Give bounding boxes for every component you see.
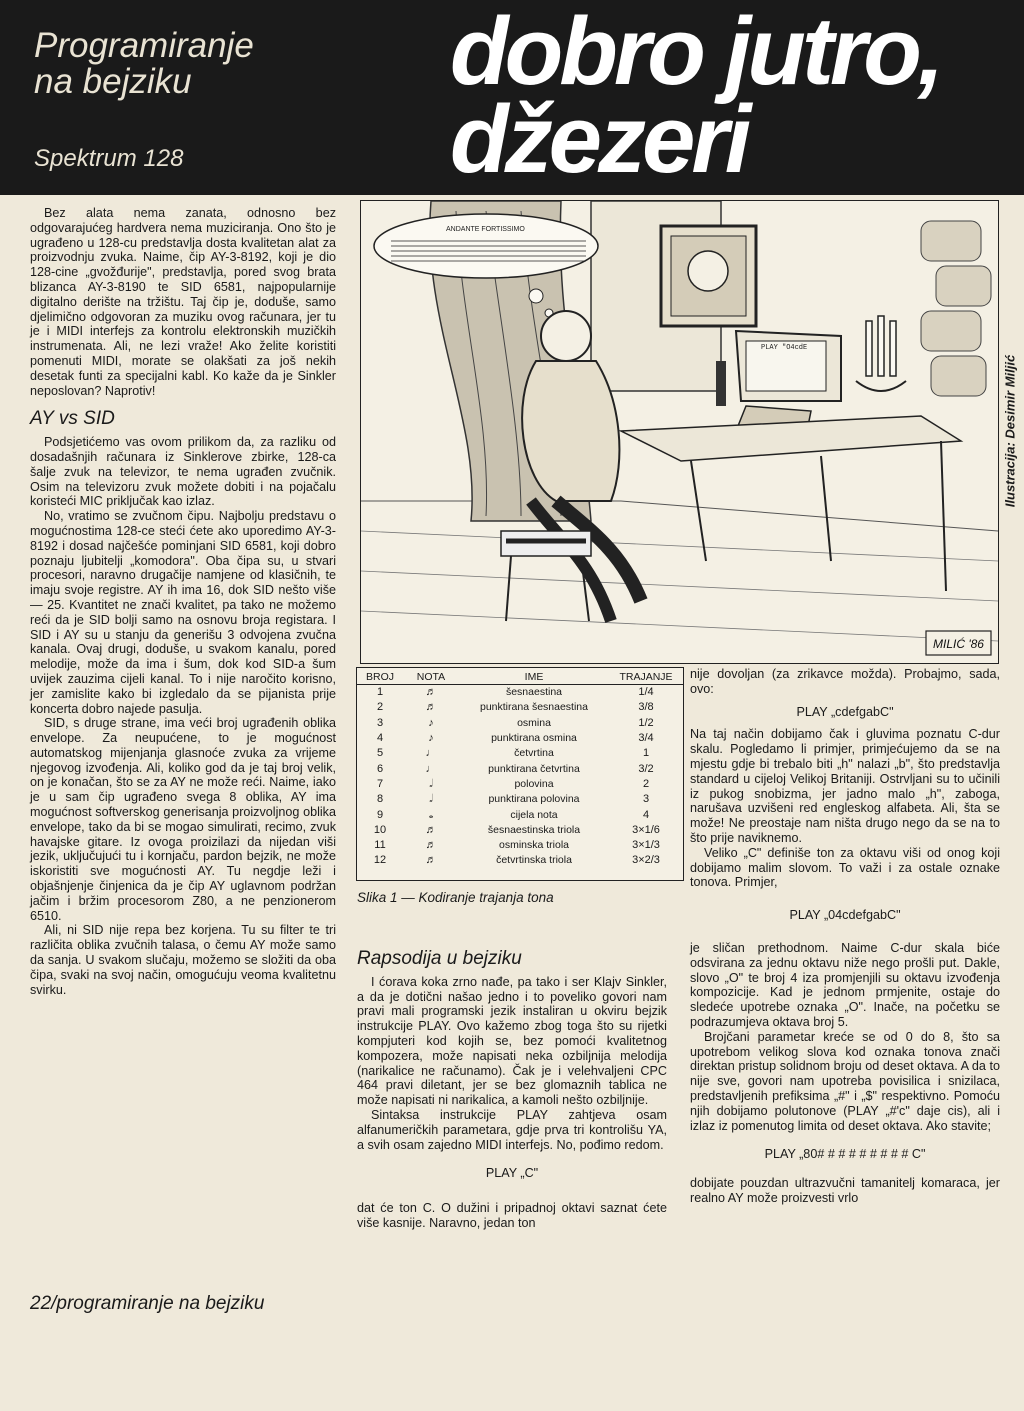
header-nota: NOTA (403, 668, 459, 685)
row-number: 3 (376, 716, 384, 729)
note-duration: 3 (642, 793, 650, 806)
table-row (357, 777, 683, 792)
kicker-line-2: na bejziku (34, 62, 192, 101)
note-name: osminska triola (498, 839, 570, 852)
note-symbol-icon: ♬ (425, 701, 437, 714)
note-name: punktirana šesnaestina (480, 701, 588, 714)
paragraph: Sintaksa instrukcije PLAY zahtjeva osam alfanumeričkih parametara, gdje prva tri kontrolišu YA, a svih osam zajedno MIDI interfejs. No, pođimo redom. (357, 1107, 667, 1152)
note-name: šesnaestinska triola (487, 823, 581, 836)
note-duration: 1/2 (638, 716, 654, 729)
paragraph: SID, s druge strane, ima veći broj ugrađenih oblika envelope. Za neupućene, to je mogućnost automatskog mijenjanja glasnoće zvuka za vrijeme njegovog izvođenja. Ali, koliko god da je taj broj velik, on je konačan, što se za AY ne može reći. Naime, iako je u sam čip ugrađeno svega 8 oblika, AY ima mogućnost softverskog generisanja proizvoljnog oblika envelope, tako da bi se mogao simulirati, recimo, zvuk havajske gitare. Iz ovoga proizilazi da nijedan viši jezik, uključujući tu i kornjaču, pardon bejzik, ne može iskoristiti sve mogućnosti AY. Tu negdje leži i objašnjenje činjenica da je čip AY uglavnom podržan jačim i bržim procesorom Z80, a ne penzionerom 6510. (30, 716, 336, 923)
page-footer: 22/programiranje na bejziku (30, 1293, 265, 1314)
paragraph: dat će ton C. O dužini i pripadnoj oktavi saznat ćete više kasnije. Naravno, jedan ton (357, 1201, 667, 1230)
duration-table (357, 668, 683, 869)
code-example: PLAY „cdefgabC" (796, 704, 894, 719)
subheading-ay-vs-sid: AY vs SID (30, 408, 115, 430)
note-symbol-icon: ♬ (425, 823, 437, 836)
note-symbol-icon: ♬ (425, 839, 437, 852)
article-header (0, 0, 1024, 195)
table-row (357, 823, 683, 838)
subheading-rapsodija: Rapsodija u bejziku (357, 948, 522, 969)
paragraph: Bez alata nema zanata, odnosno bez odgovarajućeg hardvera nema muziciranja. Ono što je ugrađeno u 128-cu predstavlja dosta kvalitetan alat za proizvodnju zvuka. Naime, čip AY-3-8192, koji je dio 128-cine „gvožđurije", predstavlja, pored svog brata blizanca AY-3-8190 te SID 6581, najpopularnije digitalno derište na tržištu. Taj čip je, doduše, samo djelimično odgovoran za muziku ovog računara, jer tu je i MIDI interfejs za kontrolu elektronskih muzičkih instrumenata. Ali, ne lezi vraže! Ako želite koristiti pomenuti MIDI, morate se olakšati za još nekih desetak funti za specijalni kabl. Ko kaže da je Sinkler neposlovan? Naprotiv! (30, 206, 336, 398)
note-duration: 4 (642, 808, 650, 821)
paragraph: Ali, ni SID nije repa bez korjena. Tu su filter te tri različita oblika zvučnih talasa, o čemu AY može samo da sanja. U svakom slučaju, možemo se složiti da oba čipa, svaki na svoj način, omogućuju veoma kvalitetnu svirku. (30, 923, 336, 997)
figure-caption: Slika 1 — Kodiranje trajanja tona (357, 890, 554, 905)
paragraph: I ćorava koka zrno nađe, pa tako i ser Klajv Sinkler, a da je dotični našao jedno i to poveliko govori nam pravi mali programski jezik instaliran u okviru bejzik instrukcije PLAY. Ovo kažemo zbog toga što su rijetki kompjuteri kod kojih se, bez pomoći kvalitetnog kompozera, može napisati neka ozbiljnija melodija (narikalice ne računamo). Čak je i velehvaljeni CPC 464 pravi diletant, jer se bez glomaznih tablica ne može napisati ni narikalica, a kamoli nešto ozbiljnije. (357, 974, 667, 1108)
table-row (357, 838, 683, 853)
column-3 (690, 667, 1000, 1206)
table-header-row (357, 668, 683, 685)
table-row (357, 761, 683, 776)
note-name: punktirana polovina (488, 793, 580, 806)
note-symbol-icon: 𝅝 (428, 808, 434, 821)
paragraph: nije dovoljan (za zrikavce možda). Probajmo, sada, ovo: (690, 667, 1000, 696)
note-name: cijela nota (510, 808, 558, 821)
sheet-music-label: ANDANTE FORTISSIMO (446, 226, 525, 233)
note-name: polovina (514, 777, 554, 790)
note-symbol-icon: ♪ (428, 732, 434, 745)
paragraph: No, vratimo se zvučnom čipu. Najbolju predstavu o mogućnostima 128-ce steći ćete ako uporedimo AY-3-8192 i dosad najčešće pominjani SID 6581, koji dobro poznaju ljubitelji „komodora". Oba čipa su, u stvari procesori, naravno drugačije namjene od klasičnih, te imaju svoje registre. AY ih ima 16, dok SID nešto više — 25. Kvantitet ne znači kvalitet, pa tako ne možemo reći da je SID bolji samo na osnovu broja registara. I SID i AY su u stanju da generišu 3 odvojena zvučna kanala. Ovaj drugi, doduše, u svakom kanalu, pored melodije, može da ima i šum, dok kod SID-a šum uvijek zauzima cijeli kanal. To i nije naročito korisno, jer zamislite kako bi izgledalo da se pijanista prije koncerta dobro najede pasulja. (30, 509, 336, 716)
note-symbol-icon: 𝅗𝅥 (429, 777, 433, 790)
note-duration: 3×1/3 (632, 839, 660, 852)
table-row (357, 853, 683, 868)
section-kicker (34, 28, 254, 100)
note-name: četvrtina (514, 747, 554, 760)
illustration-drawing (361, 201, 998, 663)
note-symbol-icon: ♪ (428, 716, 434, 729)
note-duration: 2 (642, 777, 650, 790)
headline-line-2: džezeri (450, 86, 748, 193)
row-number: 1 (376, 686, 384, 699)
table-row (357, 746, 683, 761)
note-duration: 1/4 (638, 686, 654, 699)
artist-signature: MILIĆ '86 (933, 637, 984, 651)
illustration-credit (997, 200, 1023, 662)
row-number: 4 (376, 732, 384, 745)
paragraph: Brojčani parametar kreće se od 0 do 8, što sa upotrebom velikog slova kod oznaka tonova znači direktan pristup solidnom broju od deset oktava. A da to nije sve, govori nam upotreba povisilica i snizilaca, predstavljenih prefiksima „#" i „$" respektivno. Pomoću njih dobijamo polutonove (PLAY „#'c" daje cis), ali i izlaz iz pomenutog limita od deset oktava. Ako stavite; (690, 1029, 1000, 1133)
note-symbol-icon: ♩ (425, 762, 437, 775)
table-row (357, 731, 683, 746)
screen-text: PLAY "O4cdE (761, 344, 808, 352)
headline-line-1: dobro jutro, (450, 0, 941, 105)
row-number: 8 (376, 793, 384, 806)
row-number: 11 (374, 839, 386, 852)
row-number: 6 (376, 762, 384, 775)
row-number: 5 (376, 747, 384, 760)
column-1 (30, 206, 336, 997)
headline (450, 0, 941, 193)
table-body (357, 685, 683, 869)
illustration-credit-text: Ilustracija: Desimir Miljić (1002, 354, 1018, 508)
note-name: punktirana osmina (491, 732, 577, 745)
code-example: PLAY „C" (485, 1166, 539, 1181)
note-duration-table (356, 667, 684, 881)
table-row (357, 685, 683, 701)
note-symbol-icon: 𝅗𝅥 (429, 793, 433, 806)
note-duration: 3/4 (638, 732, 654, 745)
note-duration: 3/2 (638, 762, 654, 775)
kicker-platform: Spektrum 128 (34, 145, 184, 172)
header-ime: IME (459, 668, 609, 685)
note-name: šesnaestina (505, 686, 563, 699)
code-example: PLAY „80# # # # # # # # # C" (764, 1147, 926, 1162)
row-number: 2 (376, 701, 384, 714)
row-number: 7 (376, 777, 384, 790)
paragraph: Podsjetićemo vas ovom prilikom da, za razliku od dosadašnjih računara iz Sinklerove zbirke, 128-ca šalje zvuk na televizor, te nema ugrađen zvučnik. Osim na televizoru zvuk možete dobiti i na pojačalu koristeći MIC priključak kao izlaz. (30, 435, 336, 509)
table-row (357, 807, 683, 822)
header-trajanje: TRAJANJE (609, 668, 683, 685)
note-duration: 3×2/3 (632, 854, 660, 867)
row-number: 9 (376, 808, 384, 821)
code-example: PLAY „04cdefgabC" (789, 908, 901, 923)
note-symbol-icon: ♬ (425, 854, 437, 867)
illustration (360, 200, 999, 664)
row-number: 10 (373, 823, 387, 836)
note-duration: 3×1/6 (632, 823, 660, 836)
note-symbol-icon: ♬ (425, 686, 437, 699)
note-symbol-icon: ♩ (425, 747, 437, 760)
note-name: osmina (517, 716, 551, 729)
note-duration: 3/8 (638, 701, 654, 714)
paragraph: dobijate pouzdan ultrazvučni tamanitelj komaraca, jer realno AY može proizvesti vrlo (690, 1176, 1000, 1205)
column-2 (357, 948, 667, 1231)
note-name: punktirana četvrtina (488, 762, 580, 775)
note-name: četvrtinska triola (496, 854, 572, 867)
table-row (357, 792, 683, 807)
table-row (357, 716, 683, 731)
paragraph: Na taj način dobijamo čak i gluvima poznatu C-dur skalu. Pogledamo li primjer, primjećujemo da se na mjestu gdje bi trebalo biti „h" nalazi „b", što predstavlja standard u cijeloj Velikoj Britaniji. Ostrvljani su to učinili iz pukog snobizma, jer jadno malo „h", zaboga, narušava uzvišeni red engleskog alfabeta. Ali, šta se može! Ne preostaje nam ništa drugo nego da se na to što prije naviknemo. (690, 727, 1000, 845)
table-row (357, 700, 683, 715)
paragraph: je sličan prethodnom. Naime C-dur skala biće odsvirana za jednu oktavu niže nego prošli put. Dakle, slovo „O" te broj 4 iza promjenjili su oktavu izvođenja kompozicije. Kad je jednom prmjenite, ostaje do sledeće upotrebe oznaka „O". Inače, na početku se podrazumjeva oktava broj 5. (690, 940, 1000, 1029)
kicker-line-1: Programiranje (34, 26, 254, 65)
header-broj: BROJ (357, 668, 403, 685)
paragraph: Veliko „C" definiše ton za oktavu viši od onog koji dobijamo malim slovom. To važi i za ostale oznake tonova. Primjer, (690, 845, 1000, 890)
row-number: 12 (373, 854, 387, 867)
note-duration: 1 (642, 747, 650, 760)
